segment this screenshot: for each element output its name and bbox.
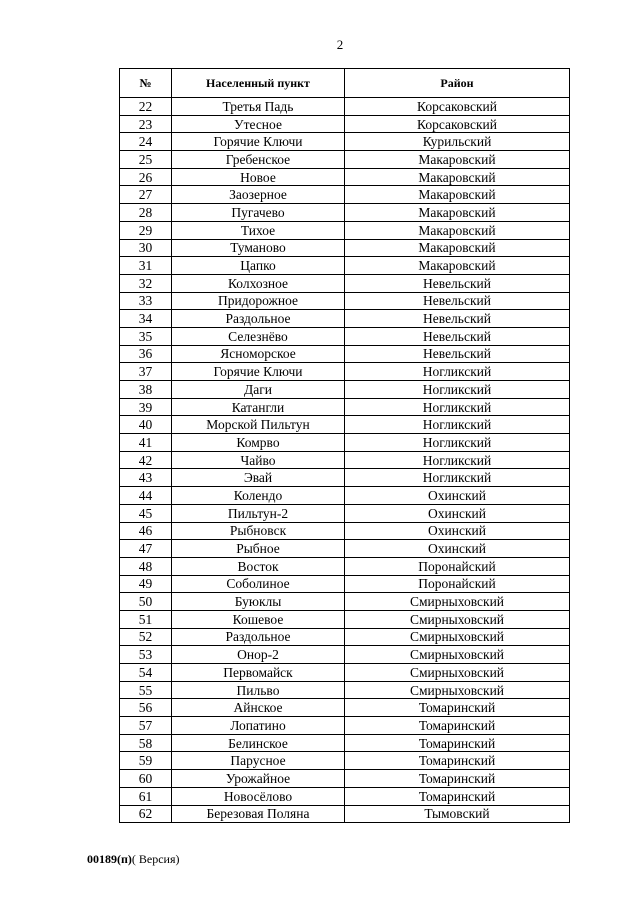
table-row — [120, 239, 570, 257]
district-name: Поронайский — [345, 575, 570, 593]
table-row — [120, 133, 570, 151]
settlement-name: Айнское — [172, 699, 345, 717]
district-name: Томаринский — [345, 717, 570, 735]
table-row — [120, 734, 570, 752]
table-row — [120, 204, 570, 222]
row-number: 29 — [120, 221, 172, 239]
table-row — [120, 257, 570, 275]
row-number: 53 — [120, 646, 172, 664]
row-number: 47 — [120, 540, 172, 558]
settlement-name: Комрво — [172, 434, 345, 452]
table-row — [120, 327, 570, 345]
row-number: 31 — [120, 257, 172, 275]
row-number: 28 — [120, 204, 172, 222]
settlement-name: Даги — [172, 381, 345, 399]
settlement-name: Цапко — [172, 257, 345, 275]
district-name: Невельский — [345, 310, 570, 328]
table-row — [120, 469, 570, 487]
district-name: Ногликский — [345, 434, 570, 452]
table-row — [120, 522, 570, 540]
document-code — [87, 852, 180, 867]
district-name: Ногликский — [345, 451, 570, 469]
table-row — [120, 557, 570, 575]
district-name: Смирныховский — [345, 681, 570, 699]
settlement-name: Пильво — [172, 681, 345, 699]
row-number: 34 — [120, 310, 172, 328]
district-name: Томаринский — [345, 734, 570, 752]
row-number: 51 — [120, 610, 172, 628]
table-row — [120, 787, 570, 805]
settlement-name: Онор-2 — [172, 646, 345, 664]
district-name: Поронайский — [345, 557, 570, 575]
row-number: 40 — [120, 416, 172, 434]
district-name: Смирныховский — [345, 610, 570, 628]
row-number: 25 — [120, 151, 172, 169]
table-row — [120, 628, 570, 646]
row-number: 48 — [120, 557, 172, 575]
row-number: 45 — [120, 504, 172, 522]
table-row — [120, 717, 570, 735]
district-name: Смирныховский — [345, 628, 570, 646]
header-settlement: Населенный пункт — [172, 69, 345, 98]
row-number: 56 — [120, 699, 172, 717]
district-name: Макаровский — [345, 257, 570, 275]
document-version: ( Версия) — [131, 852, 180, 866]
table-row — [120, 381, 570, 399]
district-name: Ногликский — [345, 469, 570, 487]
settlement-name: Придорожное — [172, 292, 345, 310]
table-row — [120, 345, 570, 363]
row-number: 58 — [120, 734, 172, 752]
table-row — [120, 681, 570, 699]
settlement-name: Горячие Ключи — [172, 363, 345, 381]
district-name: Корсаковский — [345, 115, 570, 133]
settlement-name: Пильтун-2 — [172, 504, 345, 522]
row-number: 30 — [120, 239, 172, 257]
settlement-name: Морской Пильтун — [172, 416, 345, 434]
table-row — [120, 151, 570, 169]
table-row — [120, 575, 570, 593]
table-body — [120, 98, 570, 823]
table-row — [120, 434, 570, 452]
row-number: 39 — [120, 398, 172, 416]
district-name: Томаринский — [345, 770, 570, 788]
settlement-name: Восток — [172, 557, 345, 575]
settlement-name: Туманово — [172, 239, 345, 257]
row-number: 37 — [120, 363, 172, 381]
settlement-name: Колхозное — [172, 274, 345, 292]
district-name: Невельский — [345, 274, 570, 292]
district-name: Смирныховский — [345, 646, 570, 664]
district-name: Невельский — [345, 292, 570, 310]
settlement-name: Раздольное — [172, 310, 345, 328]
table-row — [120, 487, 570, 505]
row-number: 54 — [120, 664, 172, 682]
settlement-name: Рыбновск — [172, 522, 345, 540]
district-name: Корсаковский — [345, 98, 570, 116]
district-name: Охинский — [345, 522, 570, 540]
settlement-name: Первомайск — [172, 664, 345, 682]
table-row — [120, 292, 570, 310]
settlement-name: Третья Падь — [172, 98, 345, 116]
settlement-name: Утесное — [172, 115, 345, 133]
row-number: 35 — [120, 327, 172, 345]
settlement-name: Пугачево — [172, 204, 345, 222]
settlement-name: Парусное — [172, 752, 345, 770]
row-number: 26 — [120, 168, 172, 186]
district-name: Невельский — [345, 327, 570, 345]
table-row — [120, 646, 570, 664]
settlement-name: Гребенское — [172, 151, 345, 169]
district-name: Курильский — [345, 133, 570, 151]
row-number: 52 — [120, 628, 172, 646]
settlement-name: Новое — [172, 168, 345, 186]
table-row — [120, 805, 570, 823]
table-row — [120, 221, 570, 239]
district-name: Ногликский — [345, 416, 570, 434]
table-row — [120, 664, 570, 682]
district-name: Охинский — [345, 540, 570, 558]
settlement-name: Тихое — [172, 221, 345, 239]
district-name: Макаровский — [345, 168, 570, 186]
row-number: 46 — [120, 522, 172, 540]
settlement-name: Урожайное — [172, 770, 345, 788]
table-header-row — [120, 69, 570, 98]
row-number: 38 — [120, 381, 172, 399]
row-number: 60 — [120, 770, 172, 788]
district-name: Тымовский — [345, 805, 570, 823]
settlement-name: Раздольное — [172, 628, 345, 646]
settlement-name: Соболиное — [172, 575, 345, 593]
settlement-name: Ясноморское — [172, 345, 345, 363]
row-number: 27 — [120, 186, 172, 204]
document-code-number: 00189(п) — [87, 852, 132, 866]
district-name: Макаровский — [345, 186, 570, 204]
district-name: Ногликский — [345, 398, 570, 416]
table-row — [120, 699, 570, 717]
row-number: 61 — [120, 787, 172, 805]
table-row — [120, 398, 570, 416]
table-row — [120, 115, 570, 133]
table-row — [120, 593, 570, 611]
row-number: 59 — [120, 752, 172, 770]
settlements-table — [119, 68, 570, 823]
row-number: 42 — [120, 451, 172, 469]
table-row — [120, 310, 570, 328]
district-name: Макаровский — [345, 239, 570, 257]
table-row — [120, 98, 570, 116]
row-number: 23 — [120, 115, 172, 133]
table-row — [120, 752, 570, 770]
district-name: Смирныховский — [345, 593, 570, 611]
table-row — [120, 168, 570, 186]
row-number: 33 — [120, 292, 172, 310]
district-name: Охинский — [345, 504, 570, 522]
table-row — [120, 274, 570, 292]
row-number: 32 — [120, 274, 172, 292]
row-number: 41 — [120, 434, 172, 452]
table-row — [120, 610, 570, 628]
district-name: Невельский — [345, 345, 570, 363]
row-number: 62 — [120, 805, 172, 823]
settlement-name: Буюклы — [172, 593, 345, 611]
district-name: Томаринский — [345, 752, 570, 770]
district-name: Макаровский — [345, 221, 570, 239]
row-number: 44 — [120, 487, 172, 505]
district-name: Макаровский — [345, 151, 570, 169]
row-number: 50 — [120, 593, 172, 611]
row-number: 22 — [120, 98, 172, 116]
row-number: 49 — [120, 575, 172, 593]
header-district: Район — [345, 69, 570, 98]
page-number: 2 — [336, 37, 344, 52]
row-number: 36 — [120, 345, 172, 363]
table-row — [120, 416, 570, 434]
table-row — [120, 540, 570, 558]
settlement-name: Новосёлово — [172, 787, 345, 805]
header-number: № — [120, 69, 172, 98]
table-row — [120, 186, 570, 204]
row-number: 55 — [120, 681, 172, 699]
table-row — [120, 451, 570, 469]
district-name: Макаровский — [345, 204, 570, 222]
district-name: Охинский — [345, 487, 570, 505]
district-name: Томаринский — [345, 699, 570, 717]
settlement-name: Катангли — [172, 398, 345, 416]
row-number: 24 — [120, 133, 172, 151]
district-name: Ногликский — [345, 363, 570, 381]
district-name: Ногликский — [345, 381, 570, 399]
row-number: 57 — [120, 717, 172, 735]
district-name: Томаринский — [345, 787, 570, 805]
table-row — [120, 770, 570, 788]
settlement-name: Рыбное — [172, 540, 345, 558]
settlement-name: Березовая Поляна — [172, 805, 345, 823]
settlement-name: Селезнёво — [172, 327, 345, 345]
settlement-name: Кошевое — [172, 610, 345, 628]
settlement-name: Колендо — [172, 487, 345, 505]
district-name: Смирныховский — [345, 664, 570, 682]
row-number: 43 — [120, 469, 172, 487]
table-row — [120, 363, 570, 381]
table-row — [120, 504, 570, 522]
settlement-name: Эвай — [172, 469, 345, 487]
settlement-name: Белинское — [172, 734, 345, 752]
settlement-name: Заозерное — [172, 186, 345, 204]
settlement-name: Чайво — [172, 451, 345, 469]
settlement-name: Лопатино — [172, 717, 345, 735]
settlement-name: Горячие Ключи — [172, 133, 345, 151]
